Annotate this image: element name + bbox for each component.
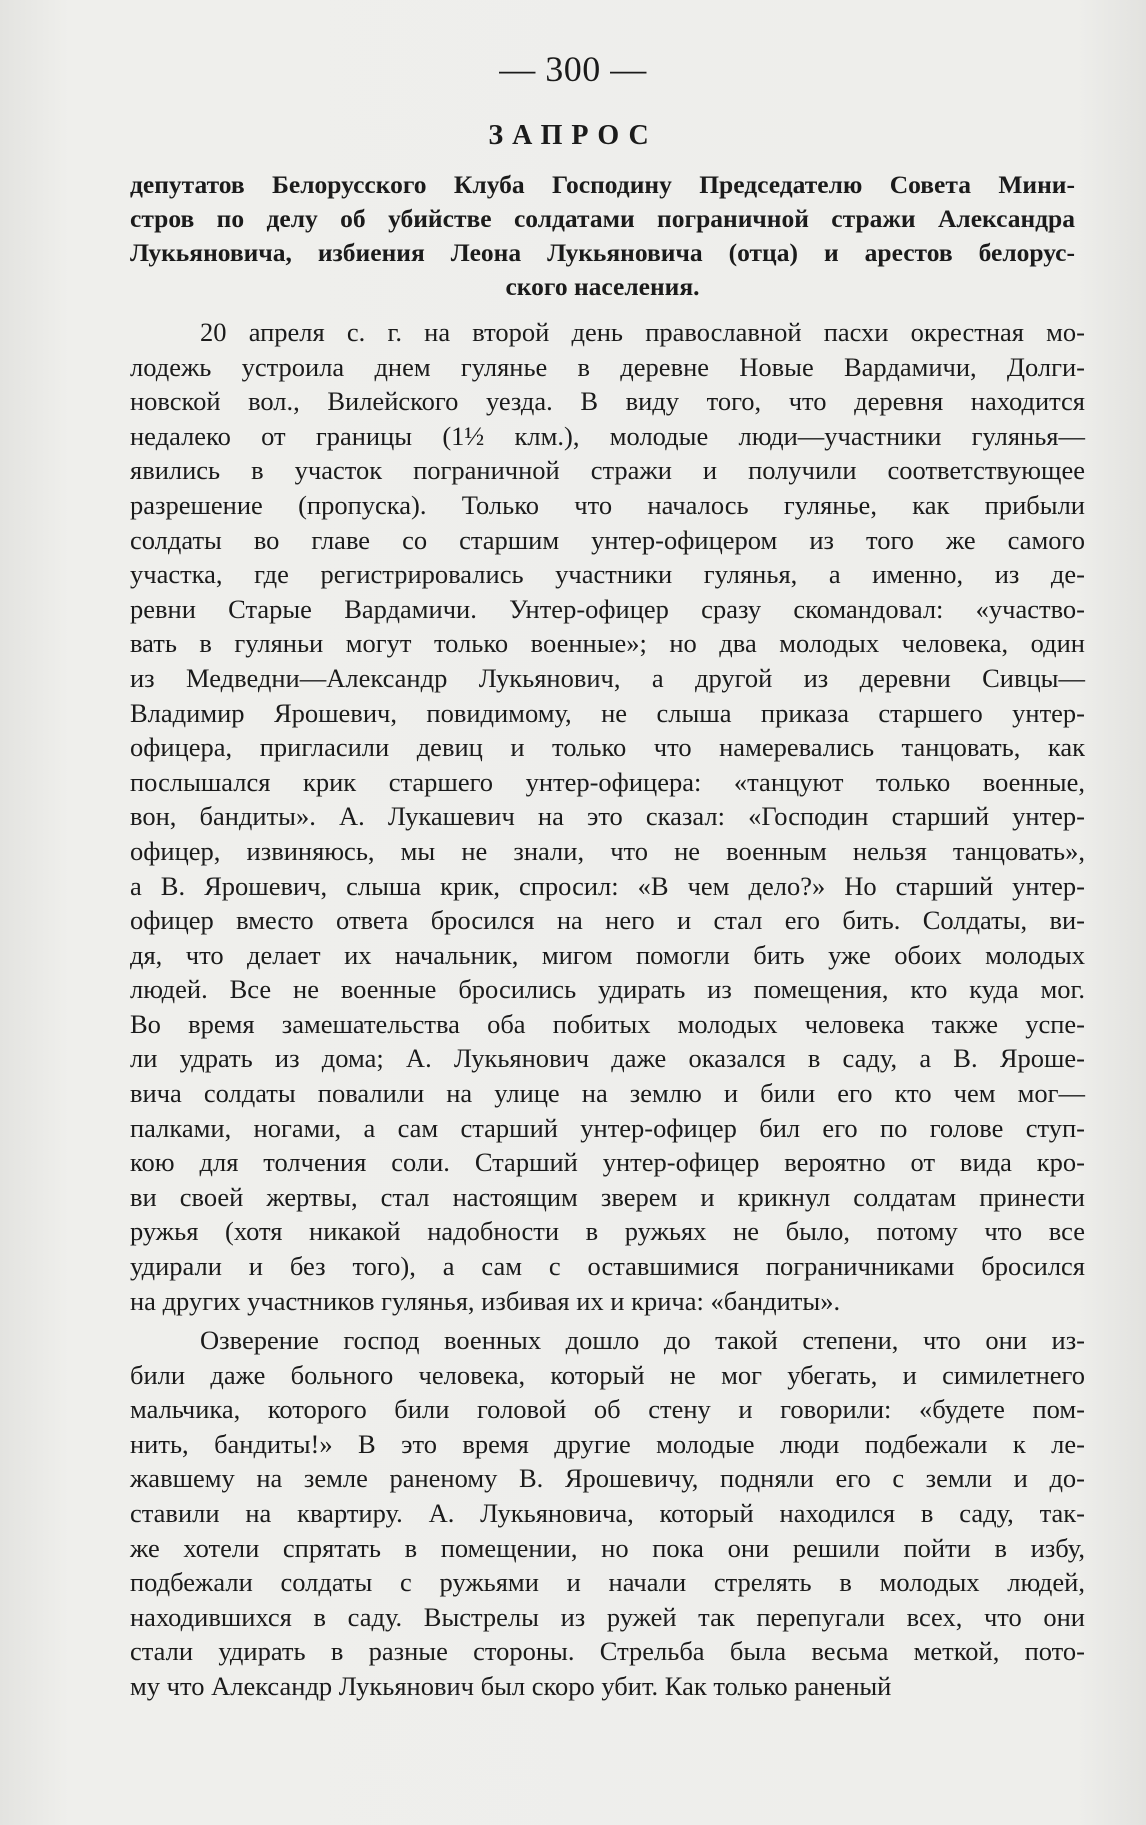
text-line: ставили на квартиру. А. Лукьяновича, который находился в саду, так- xyxy=(130,1497,1085,1528)
text-line: Лукьяновича, избиения Леона Лукьяновича (отца) и арестов белорус- xyxy=(130,238,1075,267)
text-line: жавшему на земле раненому В. Ярошевичу, подняли его с земли и до- xyxy=(130,1463,1085,1494)
text-line: ского населения. xyxy=(505,272,700,301)
text-line: офицер вместо ответа бросился на него и стал его бить. Солдаты, ви- xyxy=(130,905,1085,936)
text-line: ружья (хотя никакой надобности в ружьях не было, потому что все xyxy=(130,1216,1085,1247)
text-line: из Медведни—Александр Лукьянович, а другой из деревни Сивцы— xyxy=(130,662,1085,693)
text-line: вон, бандиты». А. Лукашевич на это сказал: «Господин старший унтер- xyxy=(130,801,1085,832)
text-line: ли удрать из дома; А. Лукьянович даже оказался в саду, а В. Яроше- xyxy=(130,1043,1085,1074)
text-line: разрешение (пропуска). Только что началось гулянье, как прибыли xyxy=(130,489,1085,520)
text-line: палками, ногами, а сам старший унтер-офицер бил его по голове ступ- xyxy=(130,1112,1085,1143)
text-line: послышался крик старшего унтер-офицера: «танцуют только военные, xyxy=(130,766,1085,797)
text-line: дя, что делает их начальник, мигом помогли бить уже обоих молодых xyxy=(130,939,1085,970)
text-line: вать в гуляньи могут только военные»; но два молодых человека, один xyxy=(130,628,1085,659)
text-line: стров по делу об убийстве солдатами пограничной стражи Александра xyxy=(130,204,1075,233)
text-line: людей. Все не военные бросились удирать из помещения, кто куда мог. xyxy=(130,974,1085,1005)
text-line: кою для толчения соли. Старший унтер-офицер вероятно от вида кро- xyxy=(130,1147,1085,1178)
page-number: — 300 — xyxy=(499,49,647,89)
text-line: подбежали солдаты с ружьями и начали стрелять в молодых людей, xyxy=(130,1567,1085,1598)
text-line: стали удирать в разные стороны. Стрельба была весьма меткой, пото- xyxy=(130,1636,1085,1667)
text-line: на других участников гулянья, избивая их и крича: «бандиты». xyxy=(130,1285,841,1316)
text-line: мальчика, которого били головой об стену и говорили: «будете пом- xyxy=(130,1394,1085,1425)
text-line: недалеко от границы (1½ клм.), молодые люди—участники гулянья— xyxy=(130,420,1085,451)
paragraph-1 xyxy=(130,315,1085,1318)
text-line: явились в участок пограничной стражи и получили соответствующее xyxy=(130,455,1085,486)
document-title: ЗАПРОС xyxy=(488,120,658,151)
text-line: находившихся в саду. Выстрелы из ружей так перепугали всех, что они xyxy=(130,1601,1085,1632)
text-line: Владимир Ярошевич, повидимому, не слыша приказа старшего унтер- xyxy=(130,697,1085,728)
text-line: новской вол., Вилейского уезда. В виду того, что деревня находится xyxy=(130,386,1085,417)
text-line: Во время замешательства оба побитых молодых человека также успе- xyxy=(130,1008,1085,1039)
text-line: офицер, извиняюсь, мы не знали, что не военным нельзя танцовать», xyxy=(130,835,1085,866)
text-line: му что Александр Лукьянович был скоро убит. Как только раненый xyxy=(130,1670,892,1701)
text-line: лодежь устроила днем гулянье в деревне Новые Вардамичи, Долги- xyxy=(130,351,1085,382)
paragraph-2 xyxy=(130,1323,1085,1704)
text-line: же хотели спрятать в помещении, но пока они решили пойти в избу, xyxy=(130,1532,1085,1563)
text-line: депутатов Белорусского Клуба Господину Председателю Совета Мини- xyxy=(130,170,1075,199)
text-line: били даже больного человека, который не мог убегать, и симилетнего xyxy=(130,1359,1085,1390)
text-line: офицера, пригласили девиц и только что намеревались танцовать, как xyxy=(130,732,1085,763)
text-line: вича солдаты повалили на улице на землю и били его кто чем мог— xyxy=(130,1078,1085,1109)
text-line: ви своей жертвы, стал настоящим зверем и крикнул солдатам принести xyxy=(130,1181,1085,1212)
text-line: участка, где регистрировались участники гулянья, а именно, из де- xyxy=(130,559,1085,590)
text-line: ревни Старые Вардамичи. Унтер-офицер сразу скомандовал: «участво- xyxy=(130,593,1085,624)
text-line: Озверение господ военных дошло до такой степени, что они из- xyxy=(200,1325,1085,1355)
text-line: а В. Ярошевич, слыша крик, спросил: «В чем дело?» Но старший унтер- xyxy=(130,870,1085,901)
text-line: нить, бандиты!» В это время другие молодые люди подбежали к ле- xyxy=(130,1428,1085,1459)
document-subtitle xyxy=(130,168,1075,304)
text-line: 20 апреля с. г. на второй день православной пасхи окрестная мо- xyxy=(200,317,1085,347)
text-line: удирали и без того), а сам с оставшимися пограничниками бросился xyxy=(130,1251,1085,1282)
text-line: солдаты во главе со старшим унтер-офицером из того же самого xyxy=(130,524,1085,555)
